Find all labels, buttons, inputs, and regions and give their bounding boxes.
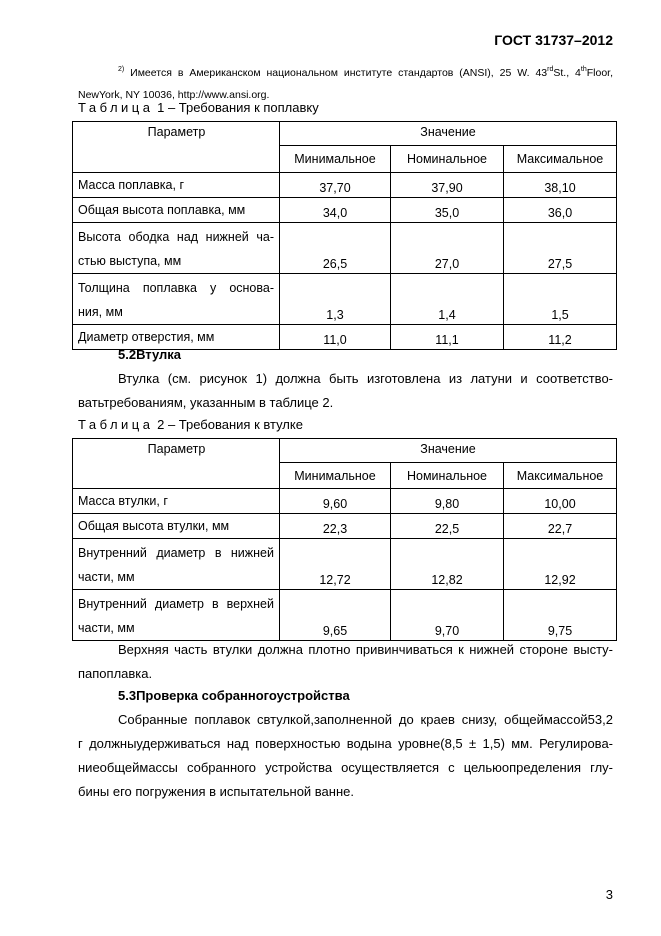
row-param: Толщина поплавка у основа- ния, мм [73, 274, 280, 325]
row-min: 26,5 [280, 223, 391, 274]
table-row [73, 325, 617, 350]
section-5-2-title: 5.2Втулка [118, 347, 182, 362]
row-param: Диаметр отверстия, мм [73, 325, 280, 350]
table1-subheader-nom: Номинальное [391, 146, 504, 173]
table1-header-value: Значение [280, 122, 617, 146]
bushing-note: Верхняя часть втулки должна плотно привинчиваться к нижней стороне высту- папоплавка. [78, 642, 613, 681]
row-max: 12,92 [504, 539, 617, 590]
table1-header-param: Параметр [73, 122, 280, 173]
row-nom: 22,5 [391, 514, 504, 539]
row-min: 9,65 [280, 590, 391, 641]
row-max: 22,7 [504, 514, 617, 539]
row-nom: 12,82 [391, 539, 504, 590]
row-min: 22,3 [280, 514, 391, 539]
row-param: Масса втулки, г [73, 489, 280, 514]
section-5-2-text: Втулка (см. рисунок 1) должна быть изготовлена из латуни и соответство- ватьтребованиям, указанным в таблице 2. [78, 371, 613, 410]
row-param: Общая высота поплавка, мм [73, 198, 280, 223]
row-param: Высота ободка над нижней ча- стью выступа, мм [73, 223, 280, 274]
table-row [73, 223, 617, 274]
table2-caption: Таблица 2 – Требования к втулке [78, 417, 303, 432]
row-min: 9,60 [280, 489, 391, 514]
row-nom: 9,70 [391, 590, 504, 641]
table1-float-requirements [72, 121, 617, 350]
row-max: 38,10 [504, 173, 617, 198]
row-param: Внутренний диаметр в верхней части, мм [73, 590, 280, 641]
row-nom: 11,1 [391, 325, 504, 350]
table2-bushing-requirements [72, 438, 617, 641]
row-max: 36,0 [504, 198, 617, 223]
table-row [73, 173, 617, 198]
table-row [73, 539, 617, 590]
document-header: ГОСТ 31737–2012 [494, 32, 613, 48]
row-max: 11,2 [504, 325, 617, 350]
table1-subheader-min: Минимальное [280, 146, 391, 173]
table-row [73, 198, 617, 223]
row-nom: 35,0 [391, 198, 504, 223]
row-max: 1,5 [504, 274, 617, 325]
row-min: 11,0 [280, 325, 391, 350]
table2-header-param: Параметр [73, 439, 280, 489]
row-nom: 9,80 [391, 489, 504, 514]
row-max: 9,75 [504, 590, 617, 641]
table1-subheader-max: Максимальное [504, 146, 617, 173]
table2-subheader-max: Максимальное [504, 463, 617, 489]
table2-subheader-nom: Номинальное [391, 463, 504, 489]
row-min: 1,3 [280, 274, 391, 325]
row-param: Масса поплавка, г [73, 173, 280, 198]
footnote-line-1: $^{2)}$ Имеется в Американском национальном институте стандартов (ANSI), 25 W. 43rdSt., 4thFloor, [118, 66, 613, 79]
table2-subheader-min: Минимальное [280, 463, 391, 489]
row-param: Внутренний диаметр в нижней части, мм [73, 539, 280, 590]
page-number: 3 [605, 887, 613, 902]
table-row [73, 274, 617, 325]
row-min: 12,72 [280, 539, 391, 590]
section-5-3-title: 5.3Проверка собранногоустройства [118, 688, 350, 703]
footnote-marker: 2) [118, 66, 125, 73]
row-min: 34,0 [280, 198, 391, 223]
table-row [73, 514, 617, 539]
section-5-3-text: Собранные поплавок свтулкой,заполненной до краев снизу, общеймассой53,2 г должныудерживаться над поверхностью водына уровне(8,5 ± 1,5) мм. Регулирова- ниеобщеймассы собранного устройства осуществляется с цельюопределения глу- бины его погружения в испытательной ванне. [78, 712, 613, 799]
row-max: 10,00 [504, 489, 617, 514]
row-param: Общая высота втулки, мм [73, 514, 280, 539]
row-nom: 1,4 [391, 274, 504, 325]
table-row [73, 489, 617, 514]
row-min: 37,70 [280, 173, 391, 198]
table2-header-value: Значение [280, 439, 617, 463]
footnote-line-2: NewYork, NY 10036, http://www.ansi.org. [78, 89, 270, 101]
row-nom: 37,90 [391, 173, 504, 198]
row-nom: 27,0 [391, 223, 504, 274]
row-max: 27,5 [504, 223, 617, 274]
table-row [73, 590, 617, 641]
table1-caption: Таблица 1 – Требования к поплавку [78, 100, 319, 115]
